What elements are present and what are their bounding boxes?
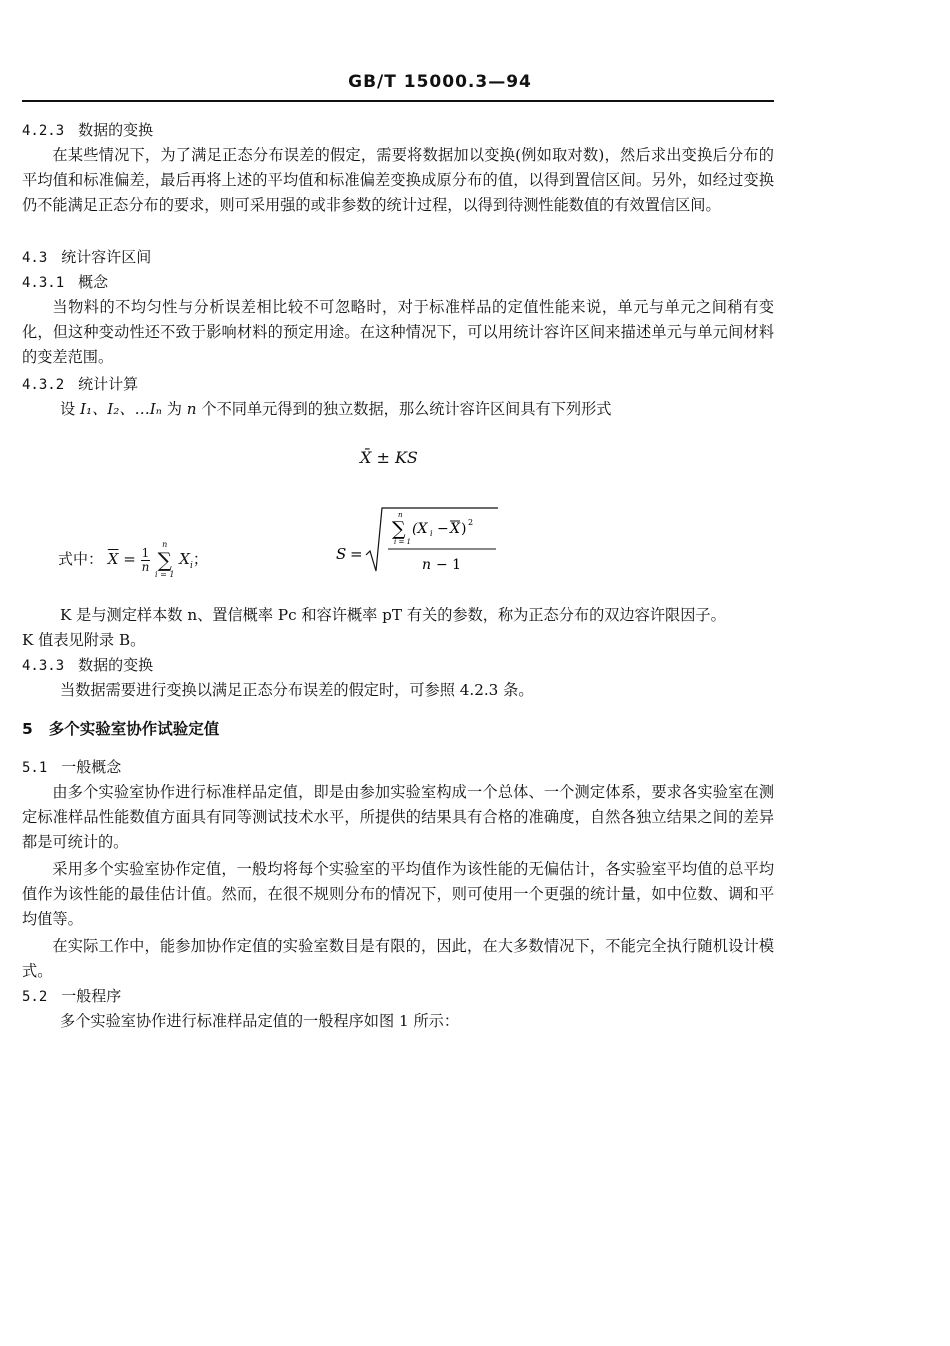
paragraph-5-1-c: 在实际工作中，能参加协作定值的实验室数目是有限的，因此，在大多数情况下，不能完全执行随机设计模式。 bbox=[22, 937, 774, 980]
section-number: 4.3.2 bbox=[22, 377, 65, 393]
paragraph-4-3-3: 当数据需要进行变换以满足正态分布误差的假定时，可参照 4.2.3 条。 bbox=[60, 681, 534, 699]
section-title: 统计容许区间 bbox=[61, 248, 152, 266]
svg-text:i = 1: i = 1 bbox=[394, 538, 412, 546]
section-heading-5-2 bbox=[22, 984, 121, 1010]
k-factor-line-1: K 是与测定样本数 n、置信概率 Pc 和容许概率 pT 有关的参数，称为正态分布的双边容许限因子。 bbox=[60, 606, 726, 624]
svg-text:(X: (X bbox=[412, 521, 428, 537]
svg-text:∑: ∑ bbox=[392, 518, 406, 540]
section-title: 数据的变换 bbox=[78, 656, 154, 674]
svg-text:2: 2 bbox=[468, 518, 474, 527]
tolerance-interval-formula: X̄ ± KS bbox=[360, 448, 418, 467]
section-number: 5.1 bbox=[22, 760, 48, 776]
chapter-title: 多个实验室协作试验定值 bbox=[48, 719, 220, 738]
std-dev-formula bbox=[336, 503, 506, 583]
paragraph-4-2-3: 在某些情况下，为了满足正态分布误差的假定，需要将数据加以变换(例如取对数)，然后求出变换后分布的平均值和标准偏差，最后再将上述的平均值和标准偏差变换成原分布的值，以得到置信区间。另外，如经过变换仍不能满足正态分布的要求，则可采用强的或非参数的统计过程，以得到待测性能数值的有效置信区间。 bbox=[22, 146, 774, 214]
svg-text:=: = bbox=[350, 545, 363, 563]
section-number: 4.2.3 bbox=[22, 123, 65, 139]
section-heading-4-3-2 bbox=[22, 372, 138, 398]
section-heading-4-3-3 bbox=[22, 653, 153, 679]
paragraph-4-3-1: 当物料的不均匀性与分析误差相比较不可忽略时，对于标准样品的定值性能来说，单元与单元之间稍有变化，但这种变动性还不致于影响材料的预定用途。在这种情况下，可以用统计容许区间来描述单元与单元间材料的变差范围。 bbox=[22, 298, 774, 366]
svg-text:n: n bbox=[422, 557, 432, 573]
section-title: 统计计算 bbox=[78, 375, 139, 393]
where-label: 式中： bbox=[58, 550, 104, 568]
variable-list: I₁、I₂、…Iₙ bbox=[80, 400, 162, 418]
paragraph-5-1-b: 采用多个实验室协作定值，一般均将每个实验室的平均值作为该性能的无偏估计，各实验室平均值的总平均值作为该性能的最佳估计值。然而，在很不规则分布的情况下，则可使用一个更强的统计量，如中位数、调和平均值等。 bbox=[22, 860, 774, 928]
svg-text:S: S bbox=[336, 545, 347, 563]
section-number: 4.3.1 bbox=[22, 275, 65, 291]
paragraph-5-2: 多个实验室协作进行标准样品定值的一般程序如图 1 所示： bbox=[60, 1012, 460, 1030]
k-factor-line-2: K 值表见附录 B。 bbox=[22, 631, 146, 649]
section-number: 4.3 bbox=[22, 250, 48, 266]
section-title: 数据的变换 bbox=[78, 121, 154, 139]
section-title: 一般程序 bbox=[61, 987, 122, 1005]
svg-text:− 1: − 1 bbox=[436, 557, 462, 573]
mean-formula: 式中： $\overline{X}$ = $\frac{1}{n}$ n ∑ i = 1 $X_i$； bbox=[58, 540, 208, 579]
svg-text:X: X bbox=[450, 521, 460, 537]
section-number: 5.2 bbox=[22, 989, 48, 1005]
svg-text:i: i bbox=[430, 529, 433, 538]
svg-text:−: − bbox=[437, 521, 449, 537]
standard-code-header: GB/T 15000.3—94 bbox=[348, 72, 532, 92]
section-heading-4-2-3 bbox=[22, 118, 153, 144]
section-number: 4.3.3 bbox=[22, 658, 65, 674]
chapter-heading-5 bbox=[22, 716, 219, 742]
section-heading-4-3 bbox=[22, 245, 151, 271]
paragraph-5-1-a: 由多个实验室协作进行标准样品定值，即是由参加实验室构成一个总体、一个测定体系，要求各实验室在测定标准样品性能数值方面具有同等测试技术水平，所提供的结果具有合格的准确度，自然各独立结果之间的差异都是可统计的。 bbox=[22, 783, 774, 851]
svg-text:n: n bbox=[398, 511, 403, 519]
section-title: 一般概念 bbox=[61, 758, 122, 776]
section-title: 概念 bbox=[78, 273, 109, 291]
section-heading-4-3-1 bbox=[22, 270, 108, 296]
statistical-calc-intro: 设 I₁、I₂、…Iₙ 为 n 个不同单元得到的独立数据，那么统计容许区间具有下列形式 bbox=[60, 400, 612, 418]
svg-text:): ) bbox=[461, 521, 467, 537]
chapter-number: 5 bbox=[22, 720, 33, 738]
section-heading-5-1 bbox=[22, 755, 121, 781]
header-rule bbox=[22, 100, 774, 102]
